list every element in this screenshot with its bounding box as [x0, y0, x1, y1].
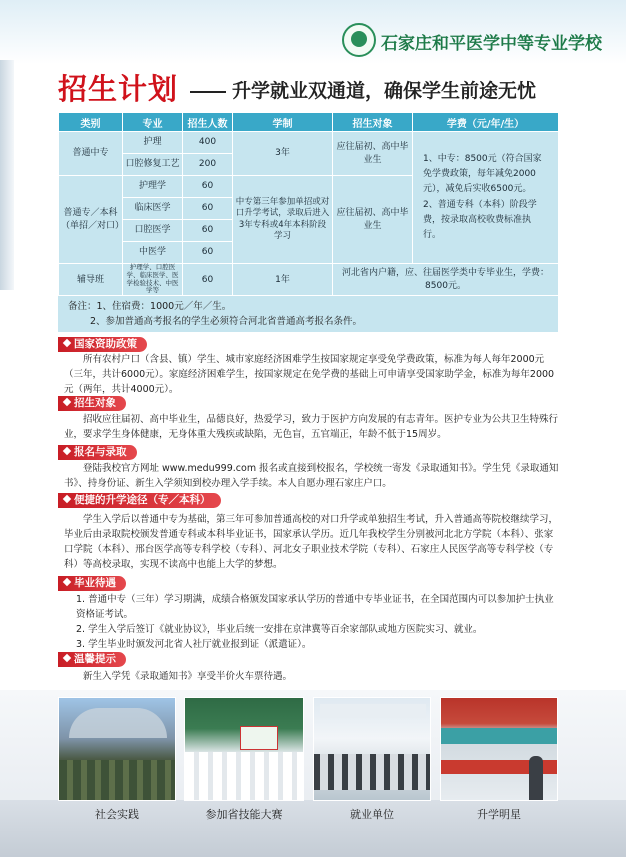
list-item: 3. 学生毕业时颁发河北省人社厅就业报到证（派遣证）。 — [76, 639, 312, 650]
note-line: 备注：1、住宿费：1000元／年／生。 — [68, 301, 232, 312]
table-header-row — [59, 113, 559, 132]
table-header-cell: 学制 — [233, 113, 333, 132]
diamond-icon — [63, 447, 71, 455]
table-header-cell: 学费（元/年/生） — [413, 113, 559, 132]
photo-employer — [313, 697, 431, 801]
section-aid-body: 所有农村户口（含县、镇）学生、城市家庭经济困难学生按国家规定享受免学费政策，标准为每人每年2000元（三年，共计6000元）。家庭经济困难学生，按国家规定在免学费的基础上可申请享受国家助学金，标准为每年2000元（两年，共计4000元）。 — [64, 354, 555, 395]
major-cell: 口腔修复工艺 — [123, 154, 183, 176]
major-cell: 临床医学 — [123, 198, 183, 220]
section-tag-aid: 国家资助政策 — [58, 337, 147, 352]
left-decoration — [0, 60, 14, 290]
target-cell: 应往届初、高中毕业生 — [333, 176, 413, 264]
enrollment-table — [58, 112, 559, 296]
target-cell: 应往届初、高中毕业生 — [333, 132, 413, 176]
major-cell: 口腔医学 — [123, 220, 183, 242]
diamond-icon — [63, 578, 71, 586]
category-cell: 辅导班 — [59, 264, 123, 296]
duration-cell: 1年 — [233, 264, 333, 296]
section-tag-tips: 温馨提示 — [58, 652, 126, 667]
note-line: 2、参加普通高考报名的学生必须符合河北省普通高考报名条件。 — [90, 316, 363, 328]
major-cell: 中医学 — [123, 242, 183, 264]
fee-line: 1、中专：8500元（符合国家免学费政策，每年减免2000元），减免后实收6500元。 — [423, 153, 542, 195]
page-title: 招生计划 — [58, 72, 179, 106]
section-tag-benefits: 毕业待遇 — [58, 576, 126, 591]
duration-cell: 中专第三年参加单招或对口升学考试，录取后进入3年专科或4年本科阶段学习 — [233, 176, 333, 264]
diamond-icon — [63, 339, 71, 347]
count-cell: 60 — [183, 176, 233, 198]
count-cell: 200 — [183, 154, 233, 176]
section-tag-pathway: 便捷的升学途径（专／本科） — [58, 493, 221, 508]
table-row — [59, 132, 559, 154]
table-header-cell: 类别 — [59, 113, 123, 132]
major-cell: 护理 — [123, 132, 183, 154]
table-notes — [58, 296, 558, 332]
duration-cell: 3年 — [233, 132, 333, 176]
diamond-icon — [63, 654, 71, 662]
page-subtitle: 升学就业双通道，确保学生前途无忧 — [190, 76, 536, 103]
photo-caption: 参加省技能大赛 — [205, 808, 283, 821]
photo-caption: 社会实践 — [95, 808, 139, 821]
count-cell: 60 — [183, 198, 233, 220]
count-cell: 60 — [183, 264, 233, 296]
category-cell: 普通专／本科（单招／对口） — [59, 176, 123, 264]
major-cell: 护理学 — [123, 176, 183, 198]
target-fee-cell: 河北省内户籍，应、往届医学类中专毕业生，学费：8500元。 — [333, 264, 559, 296]
school-name: 石家庄和平医学中等专业学校 — [381, 34, 602, 54]
section-benefits-body — [64, 592, 560, 652]
photo-caption: 就业单位 — [350, 808, 394, 821]
photo-caption: 升学明星 — [477, 808, 521, 821]
school-logo-icon — [342, 23, 376, 57]
photo-skills-competition — [184, 697, 304, 801]
section-tag-enroll: 报名与录取 — [58, 445, 137, 460]
diamond-icon — [63, 495, 71, 503]
fee-line: 2、普通专科（本科）阶段学费，按录取高校收费标准执行。 — [423, 199, 537, 241]
diamond-icon — [63, 398, 71, 406]
list-item: 1. 普通中专（三年）学习期满，成绩合格颁发国家承认学历的普通中专毕业证书，在全国范围内可以参加护士执业资格证考试。 — [76, 594, 554, 620]
major-cell: 护理学、口腔医学、临床医学、医学检验技术、中医学等 — [123, 264, 183, 296]
count-cell: 60 — [183, 220, 233, 242]
category-cell: 普通中专 — [59, 132, 123, 176]
count-cell: 400 — [183, 132, 233, 154]
photo-star-students — [440, 697, 558, 801]
section-tag-target: 招生对象 — [58, 396, 126, 411]
table-row — [59, 264, 559, 296]
section-tips-body: 新生入学凭《录取通知书》享受半价火车票待遇。 — [83, 671, 293, 682]
count-cell: 60 — [183, 242, 233, 264]
list-item: 2. 学生入学后签订《就业协议》，毕业后统一安排在京津冀等百余家部队或地方医院实习、就业。 — [76, 624, 483, 635]
photo-social-practice — [58, 697, 176, 801]
fee-cell — [413, 132, 559, 264]
section-enroll-body: 登陆我校官方网址 www.medu999.com 报名或直接到校报名，学校统一寄发《录取通知书》。学生凭《录取通知书》、持身份证、新生入学须知到校办理入学手续。本人自愿办理石家庄户口。 — [64, 463, 559, 489]
table-header-cell: 专业 — [123, 113, 183, 132]
section-target-body: 招收应往届初、高中毕业生，品德良好，热爱学习，致力于医护方向发展的有志青年。医护专业为公共卫生特殊行业，要求学生身体健康，无身体重大残疾或缺陷，无色盲，五官端正，年龄不低于15周岁。 — [64, 414, 559, 440]
section-pathway-body: 学生入学后以普通中专为基础，第三年可参加普通高校的对口升学或单独招生考试，升入普通高等院校继续学习，毕业后由录取院校颁发普通专科或本科毕业证书，国家承认学历。近几年我校学生分别被河北北方学院（本科）、张家口学院（本科）、邢台医学高等专科学校（专科）、河北女子职业技术学院（专科）、石家庄人民医学高等专科学校（专科）等高校录取，实现不读高中也能上大学的梦想。 — [64, 514, 559, 570]
table-header-cell: 招生对象 — [333, 113, 413, 132]
table-header-cell: 招生人数 — [183, 113, 233, 132]
